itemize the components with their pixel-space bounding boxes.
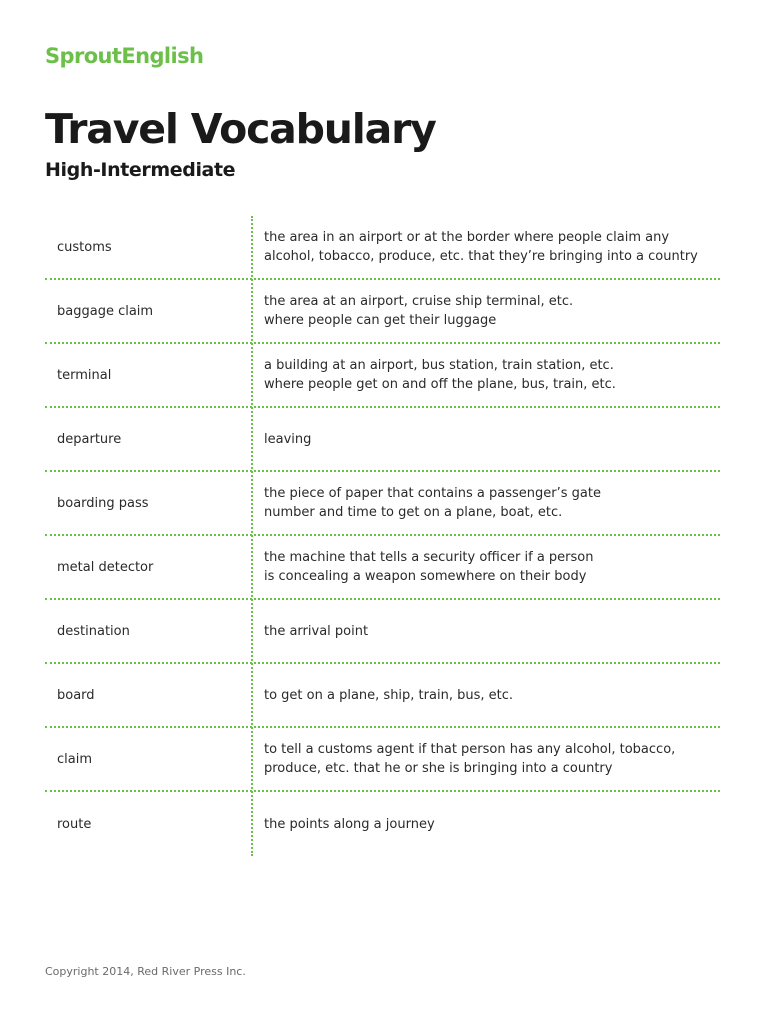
vocab-term: route: [57, 816, 92, 832]
vocab-term: claim: [57, 751, 93, 767]
vocab-row: [45, 536, 720, 600]
logo-english: English: [121, 44, 204, 68]
vocab-definition: the arrival point: [264, 623, 369, 639]
vocab-row: [45, 472, 720, 536]
vocab-definition: to get on a plane, ship, train, bus, etc.: [264, 687, 513, 703]
level-subtitle: High-Intermediate: [45, 159, 236, 181]
vocab-row: [45, 664, 720, 728]
vocab-term: departure: [57, 431, 122, 447]
vocab-term: destination: [57, 623, 130, 639]
copyright-notice: Copyright 2014, Red River Press Inc.: [45, 965, 246, 978]
vocab-definition: the machine that tells a security officer if a person is concealing a weapon somewhere on their body: [264, 550, 594, 584]
vocab-term: boarding pass: [57, 495, 149, 511]
brand-logo: [45, 46, 203, 67]
vocab-definition: a building at an airport, bus station, train station, etc. where people get on and off the plane, bus, train, etc.: [264, 358, 616, 392]
vocab-row: [45, 280, 720, 344]
vocab-row: [45, 728, 720, 792]
vocab-term: customs: [57, 239, 112, 255]
vocab-row: [45, 792, 720, 856]
vocab-row: [45, 216, 720, 280]
vocab-row: [45, 408, 720, 472]
vocab-term: baggage claim: [57, 303, 154, 319]
vocab-term: terminal: [57, 367, 112, 383]
vocab-definition: the area at an airport, cruise ship terminal, etc. where people can get their luggage: [264, 294, 574, 328]
vocab-definition: the area in an airport or at the border where people claim any alcohol, tobacco, produce, etc. that they’re bringing into a country: [264, 230, 698, 264]
vocab-row: [45, 344, 720, 408]
page-title: Travel Vocabulary: [45, 105, 436, 153]
vocab-term: metal detector: [57, 559, 154, 575]
vocab-definition: the piece of paper that contains a passenger’s gate number and time to get on a plane, boat, etc.: [264, 486, 601, 520]
vocab-definition: the points along a journey: [264, 816, 435, 832]
vocab-row: [45, 600, 720, 664]
vocab-definition: to tell a customs agent if that person has any alcohol, tobacco, produce, etc. that he or she is bringing into a country: [264, 742, 676, 776]
column-divider: [251, 216, 253, 856]
vocab-definition: leaving: [264, 431, 312, 447]
vocabulary-table: [45, 216, 720, 856]
logo-sprout: Sprout: [45, 44, 122, 68]
vocab-term: board: [57, 687, 95, 703]
